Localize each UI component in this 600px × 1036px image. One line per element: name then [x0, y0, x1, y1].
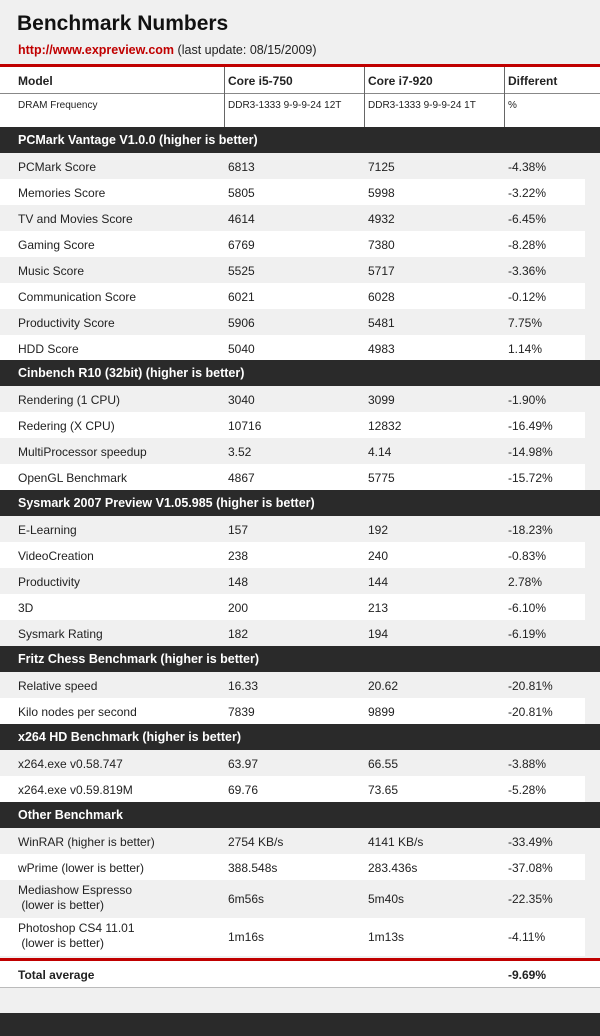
section-title: PCMark Vantage V1.0.0 (higher is better) — [18, 133, 258, 147]
section-header — [0, 360, 600, 386]
row-different: -14.98% — [508, 445, 553, 459]
table-row — [0, 257, 585, 283]
row-different: -0.83% — [508, 549, 547, 563]
row-core-i5: 200 — [228, 601, 249, 615]
table-row — [0, 153, 585, 179]
table-row — [0, 386, 585, 412]
row-different: -4.38% — [508, 160, 547, 174]
page-title: Benchmark Numbers — [17, 12, 229, 35]
table-row — [0, 464, 585, 490]
row-label: x264.exe v0.58.747 — [18, 757, 123, 771]
row-core-i5: 4614 — [228, 212, 255, 226]
row-core-i5: 5805 — [228, 186, 255, 200]
dram-label: DRAM Frequency — [18, 100, 98, 111]
table-row — [0, 918, 585, 956]
row-label: OpenGL Benchmark — [18, 471, 127, 485]
row-label: Sysmark Rating — [18, 627, 103, 641]
row-core-i7: 283.436s — [368, 861, 418, 875]
row-core-i7: 4932 — [368, 212, 395, 226]
row-core-i5: 3.52 — [228, 445, 252, 459]
last-update: (last update: 08/15/2009) — [177, 43, 317, 57]
row-core-i7: 4141 KB/s — [368, 835, 424, 849]
table-row — [0, 516, 585, 542]
table-row — [0, 828, 585, 854]
row-different: 1.14% — [508, 342, 543, 356]
row-different: -6.10% — [508, 601, 547, 615]
section-header — [0, 490, 600, 516]
row-core-i5: 238 — [228, 549, 249, 563]
col-core-i5: Core i5-750 — [228, 74, 293, 88]
page-footer — [0, 1013, 600, 1036]
section-header — [0, 646, 600, 672]
row-different: -3.36% — [508, 264, 547, 278]
row-core-i7: 3099 — [368, 393, 395, 407]
section-header — [0, 802, 600, 828]
table-row — [0, 568, 585, 594]
row-label: Productivity Score — [18, 316, 115, 330]
row-different: -4.11% — [508, 930, 546, 944]
table-row — [0, 205, 585, 231]
table-row — [0, 620, 585, 646]
col-divider — [224, 67, 225, 127]
row-different: -6.45% — [508, 212, 547, 226]
row-label: Music Score — [18, 264, 85, 278]
row-core-i5: 7839 — [228, 705, 255, 719]
row-core-i5: 148 — [228, 575, 249, 589]
row-different: -0.12% — [508, 290, 547, 304]
row-core-i7: 240 — [368, 549, 389, 563]
column-header — [0, 67, 600, 127]
table-row — [0, 594, 585, 620]
dram-core-i5: DDR3-1333 9-9-9-24 12T — [228, 100, 342, 111]
section-title: Sysmark 2007 Preview V1.05.985 (higher is better) — [18, 496, 315, 510]
row-different: -33.49% — [508, 835, 553, 849]
row-core-i7: 1m13s — [368, 930, 405, 944]
row-label: wPrime (lower is better) — [18, 861, 145, 875]
table-row — [0, 750, 585, 776]
row-different: -37.08% — [508, 861, 553, 875]
table-row — [0, 412, 585, 438]
row-different: 2.78% — [508, 575, 543, 589]
table-row — [0, 283, 585, 309]
row-core-i5: 16.33 — [228, 679, 259, 693]
row-different: -3.22% — [508, 186, 547, 200]
row-core-i7: 5775 — [368, 471, 395, 485]
row-label: x264.exe v0.59.819M — [18, 783, 133, 797]
row-core-i5: 157 — [228, 523, 249, 537]
row-different: 7.75% — [508, 316, 543, 330]
dram-core-i7: DDR3-1333 9-9-9-24 1T — [368, 100, 476, 111]
row-label: PCMark Score — [18, 160, 97, 174]
row-core-i5: 6769 — [228, 238, 255, 252]
section-header — [0, 127, 600, 153]
table-row — [0, 854, 585, 880]
row-different: -8.28% — [508, 238, 547, 252]
row-label: Relative speed — [18, 679, 98, 693]
row-core-i5: 6021 — [228, 290, 255, 304]
row-label: Productivity — [18, 575, 81, 589]
table-row — [0, 672, 585, 698]
row-core-i7: 7125 — [368, 160, 395, 174]
source-link[interactable]: http://www.expreview.com — [18, 43, 175, 57]
table-row — [0, 179, 585, 205]
row-core-i7: 73.65 — [368, 783, 399, 797]
row-core-i7: 12832 — [368, 419, 402, 433]
row-label: E-Learning — [18, 523, 77, 537]
row-different: -20.81% — [508, 679, 553, 693]
row-core-i7: 4.14 — [368, 445, 392, 459]
col-model: Model — [18, 74, 53, 88]
table-row — [0, 309, 585, 335]
row-core-i7: 5m40s — [368, 892, 405, 906]
row-core-i7: 192 — [368, 523, 389, 537]
total-value: -9.69% — [508, 968, 547, 982]
page-header — [0, 0, 600, 64]
row-core-i7: 213 — [368, 601, 389, 615]
row-core-i7: 7380 — [368, 238, 395, 252]
row-core-i7: 5717 — [368, 264, 395, 278]
row-label: 3D — [18, 601, 34, 615]
row-core-i7: 194 — [368, 627, 389, 641]
row-core-i7: 9899 — [368, 705, 395, 719]
row-core-i7: 5481 — [368, 316, 395, 330]
row-core-i7: 20.62 — [368, 679, 399, 693]
row-different: -22.35% — [508, 892, 553, 906]
row-label: WinRAR (higher is better) — [18, 835, 155, 849]
table-row — [0, 231, 585, 257]
table-row — [0, 542, 585, 568]
row-core-i7: 5998 — [368, 186, 395, 200]
row-core-i5: 5906 — [228, 316, 255, 330]
total-label: Total average — [18, 968, 95, 982]
row-label: Redering (X CPU) — [18, 419, 115, 433]
col-different: Different — [508, 74, 558, 88]
row-core-i5: 1m16s — [228, 930, 265, 944]
section-title: Fritz Chess Benchmark (higher is better) — [18, 652, 260, 666]
dram-different: % — [508, 100, 517, 111]
row-different: -16.49% — [508, 419, 553, 433]
row-label: Memories Score — [18, 186, 106, 200]
row-core-i7: 144 — [368, 575, 389, 589]
row-core-i5: 5040 — [228, 342, 255, 356]
row-core-i5: 388.548s — [228, 861, 278, 875]
row-core-i7: 6028 — [368, 290, 395, 304]
table-row — [0, 776, 585, 802]
row-different: -20.81% — [508, 705, 553, 719]
section-title: Cinbench R10 (32bit) (higher is better) — [18, 366, 245, 380]
row-core-i5: 5525 — [228, 264, 255, 278]
row-label: Mediashow Espresso (lower is better) — [18, 883, 133, 912]
row-core-i5: 3040 — [228, 393, 255, 407]
row-different: -5.28% — [508, 783, 547, 797]
row-label: HDD Score — [18, 342, 79, 356]
row-core-i5: 2754 KB/s — [228, 835, 284, 849]
row-different: -1.90% — [508, 393, 547, 407]
row-label: VideoCreation — [18, 549, 94, 563]
total-underline — [0, 987, 600, 988]
row-label: Communication Score — [18, 290, 137, 304]
col-divider — [364, 67, 365, 127]
row-core-i5: 4867 — [228, 471, 255, 485]
row-label: Gaming Score — [18, 238, 95, 252]
row-different: -3.88% — [508, 757, 547, 771]
source-line — [18, 43, 317, 57]
table-row — [0, 698, 585, 724]
row-different: -6.19% — [508, 627, 547, 641]
row-core-i5: 182 — [228, 627, 249, 641]
row-label: Kilo nodes per second — [18, 705, 137, 719]
row-different: -15.72% — [508, 471, 553, 485]
row-core-i5: 63.97 — [228, 757, 259, 771]
row-core-i5: 6813 — [228, 160, 255, 174]
header-divider — [0, 93, 600, 94]
row-label: TV and Movies Score — [18, 212, 133, 226]
total-row — [0, 961, 600, 987]
row-label: Rendering (1 CPU) — [18, 393, 121, 407]
row-different: -18.23% — [508, 523, 553, 537]
table-row — [0, 335, 585, 361]
row-label: MultiProcessor speedup — [18, 445, 147, 459]
section-title: x264 HD Benchmark (higher is better) — [18, 730, 241, 744]
section-header — [0, 724, 600, 750]
row-core-i7: 66.55 — [368, 757, 399, 771]
row-core-i5: 6m56s — [228, 892, 265, 906]
row-core-i5: 10716 — [228, 419, 262, 433]
row-core-i7: 4983 — [368, 342, 395, 356]
section-title: Other Benchmark — [18, 808, 123, 822]
table-row — [0, 880, 585, 918]
row-label: Photoshop CS4 11.01 (lower is better) — [18, 921, 135, 950]
row-core-i5: 69.76 — [228, 783, 259, 797]
col-core-i7: Core i7-920 — [368, 74, 433, 88]
table-row — [0, 438, 585, 464]
col-divider — [504, 67, 505, 127]
